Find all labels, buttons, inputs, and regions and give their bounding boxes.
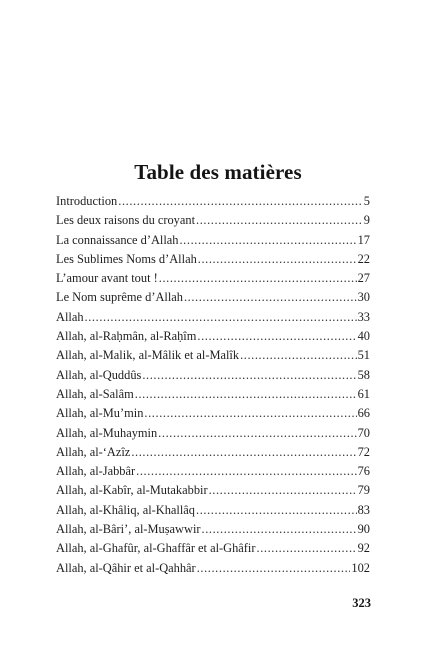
toc-entry-title: Allah, al-Quddûs <box>56 367 142 382</box>
toc-entry-page: 92 <box>357 541 370 556</box>
toc-entry-title: Allah, al-Khâliq, al-Khallâq <box>56 502 196 517</box>
toc-entry <box>56 443 370 462</box>
toc-entry <box>56 250 370 269</box>
toc-entry <box>56 501 370 520</box>
toc-entry-page: 83 <box>357 502 370 517</box>
toc-entry-page: 72 <box>357 444 370 459</box>
toc-entry-page: 79 <box>357 483 370 498</box>
toc-dot-leader <box>198 250 357 269</box>
toc-dot-leader <box>196 501 357 520</box>
toc-dot-leader <box>136 462 356 481</box>
page-number: 323 <box>352 596 371 610</box>
toc-dot-leader <box>184 288 357 307</box>
toc-entry <box>56 231 370 250</box>
toc-dot-leader <box>197 327 356 346</box>
toc-entry <box>56 462 370 481</box>
toc-entry <box>56 269 370 288</box>
toc-entry-page: 27 <box>357 271 370 286</box>
toc-entry <box>56 192 370 211</box>
toc-entry-page: 66 <box>357 406 370 421</box>
toc-dot-leader <box>197 559 351 578</box>
toc-entry-title: Les Sublimes Noms d’Allah <box>56 251 197 266</box>
toc-dot-leader <box>179 231 356 250</box>
toc-entry <box>56 308 370 327</box>
toc-entry-title: La connaissance d’Allah <box>56 232 179 247</box>
toc-entry-page: 76 <box>357 464 370 479</box>
toc-entry <box>56 327 370 346</box>
toc-entry-title: Le Nom suprême d’Allah <box>56 290 183 305</box>
toc-entry <box>56 481 370 500</box>
toc-entry <box>56 539 370 558</box>
toc-entry <box>56 520 370 539</box>
table-of-contents <box>56 192 370 578</box>
toc-entry-page: 22 <box>357 251 370 266</box>
toc-dot-leader <box>257 539 357 558</box>
toc-dot-leader <box>131 443 356 462</box>
toc-entry-title: Les deux raisons du croyant <box>56 213 196 228</box>
toc-entry <box>56 385 370 404</box>
toc-entry-title: Allah, al-Muhaymin <box>56 425 158 440</box>
toc-dot-leader <box>159 269 357 288</box>
toc-entry-title: L’amour avant tout ! <box>56 271 158 286</box>
toc-dot-leader <box>85 308 357 327</box>
toc-entry-page: 70 <box>357 425 370 440</box>
toc-entry-title: Allah, al-Kabîr, al-Mutakabbir <box>56 483 208 498</box>
toc-entry-title: Allah, al-Malik, al-Mâlik et al-Malîk <box>56 348 240 363</box>
toc-entry <box>56 288 370 307</box>
toc-dot-leader <box>144 404 356 423</box>
toc-entry-page: 5 <box>363 194 370 208</box>
toc-entry-page: 90 <box>357 522 370 537</box>
toc-entry <box>56 404 370 423</box>
toc-entry-page: 33 <box>357 309 370 324</box>
toc-entry <box>56 559 370 578</box>
toc-entry-page: 51 <box>357 348 370 363</box>
toc-entry-title: Allah, al-Ghafûr, al-Ghaffâr et al-Ghâfir <box>56 541 256 556</box>
toc-entry <box>56 366 370 385</box>
toc-dot-leader <box>142 366 356 385</box>
toc-entry-title: Allah, al-‘Azîz <box>56 444 131 459</box>
toc-entry-page: 9 <box>363 213 370 228</box>
toc-dot-leader <box>202 520 357 539</box>
toc-entry-title: Introduction <box>56 194 118 208</box>
toc-entry-title: Allah, al-Qâhir et al-Qahhâr <box>56 560 196 575</box>
toc-entry-title: Allah, al-Raḥmân, al-Raḥîm <box>56 329 197 344</box>
toc-dot-leader <box>240 346 357 365</box>
toc-dot-leader <box>196 211 363 230</box>
toc-entry-page: 17 <box>357 232 370 247</box>
toc-entry-title: Allah <box>56 309 84 324</box>
toc-entry-title: Allah, al-Mu’min <box>56 406 144 421</box>
toc-entry <box>56 346 370 365</box>
toc-entry <box>56 211 370 230</box>
toc-entry-title: Allah, al-Bâri’, al-Muṣawwir <box>56 522 201 537</box>
toc-entry-page: 58 <box>357 367 370 382</box>
toc-dot-leader <box>135 385 357 404</box>
toc-entry-page: 30 <box>357 290 370 305</box>
page-title: Table des matières <box>134 160 302 185</box>
toc-dot-leader <box>118 192 363 211</box>
toc-entry-title: Allah, al-Jabbâr <box>56 464 136 479</box>
toc-entry-page: 102 <box>351 560 370 575</box>
toc-entry-title: Allah, al-Salâm <box>56 386 134 401</box>
toc-entry <box>56 424 370 443</box>
toc-entry-page: 61 <box>357 386 370 401</box>
toc-dot-leader <box>158 424 356 443</box>
toc-dot-leader <box>209 481 357 500</box>
toc-entry-page: 40 <box>357 329 370 344</box>
